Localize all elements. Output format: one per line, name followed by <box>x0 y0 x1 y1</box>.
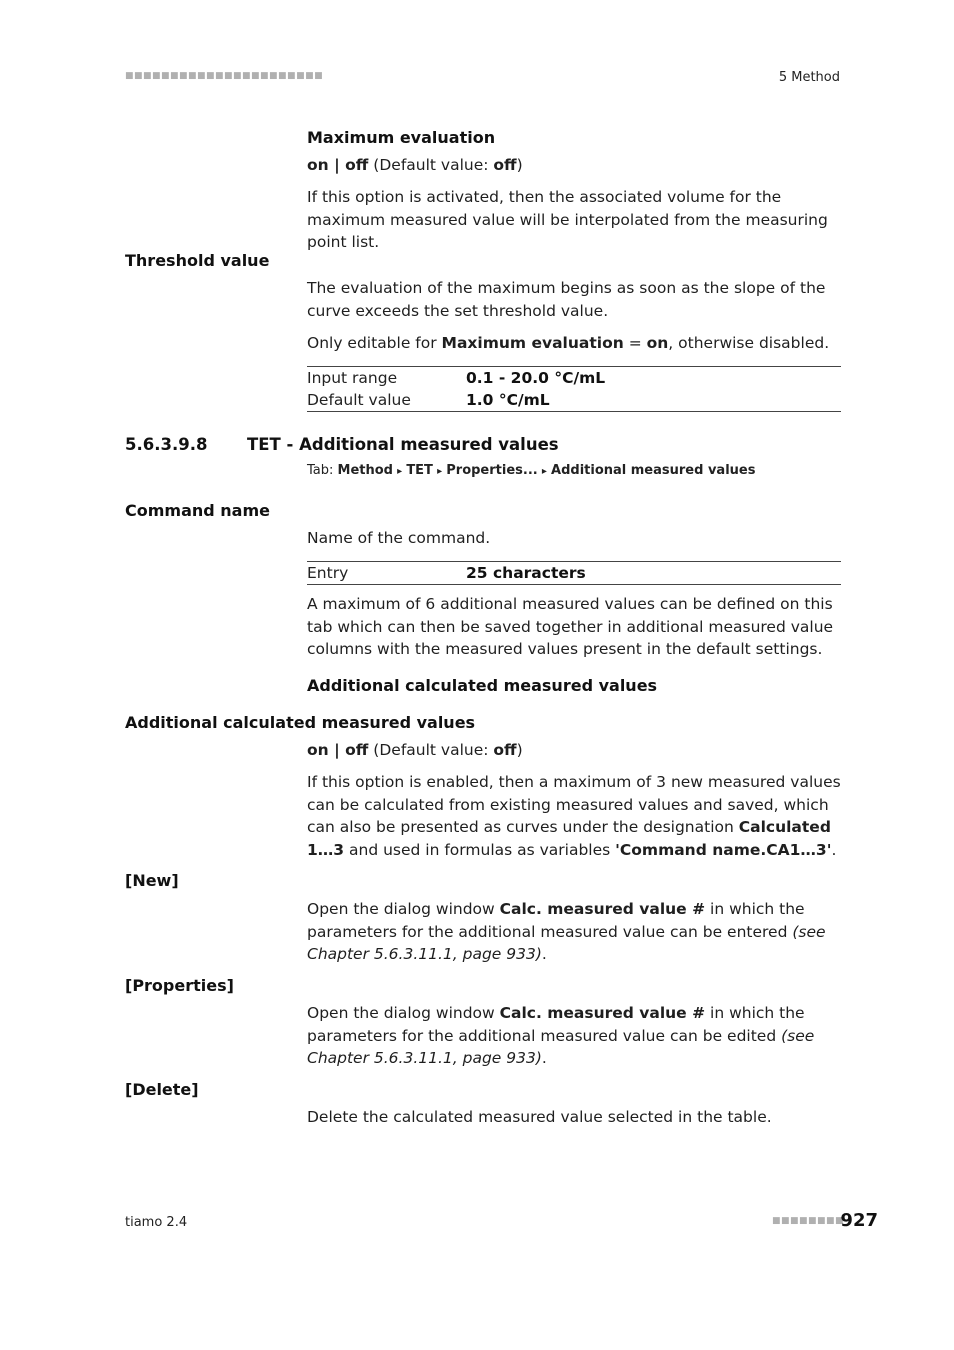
table-key: Entry <box>307 564 349 582</box>
add-calc-options: on | off (Default value: off) <box>307 741 523 759</box>
threshold-editable-note: Only editable for Maximum evaluation = on, otherwise disabled. <box>307 334 830 352</box>
new-button-description: Open the dialog window Calc. measured value # in which the parameters for the additional measured value can be entered (see Chapter 5.6.3.11.1, page 933). <box>307 900 826 963</box>
breadcrumb-item: Properties... <box>446 463 538 478</box>
tab-label: Tab: <box>307 463 338 478</box>
table-key: Default value <box>307 391 411 409</box>
footer-product: tiamo 2.4 <box>125 1215 188 1230</box>
table-key: Input range <box>307 369 398 387</box>
threshold-description: The evaluation of the maximum begins as soon as the slope of the curve exceeds the set threshold value. <box>307 279 826 320</box>
command-name-note: A maximum of 6 additional measured values can be defined on this tab which can then be saved together in additional measured value columns with the measured values present in the default settings. <box>307 595 834 658</box>
breadcrumb-item: Additional measured values <box>551 463 756 478</box>
breadcrumb-arrow-icon: ▸ <box>437 466 443 477</box>
footer-decoration: ■■■■■■■■ <box>772 1216 845 1226</box>
command-name-table <box>307 561 841 585</box>
table-value: 1.0 °C/mL <box>466 391 550 409</box>
table-value: 0.1 - 20.0 °C/mL <box>466 369 606 387</box>
table-value: 25 characters <box>466 564 586 582</box>
delete-button-description: Delete the calculated measured value selected in the table. <box>307 1108 772 1126</box>
additional-calc-subheading: Additional calculated measured values <box>307 676 658 695</box>
max-eval-heading: Maximum evaluation <box>307 128 496 147</box>
command-name-heading: Command name <box>125 501 270 520</box>
max-eval-options: on | off (Default value: off) <box>307 156 523 174</box>
properties-button-description: Open the dialog window Calc. measured value # in which the parameters for the additional measured value can be edited (see Chapter 5.6.3.11.1, page 933). <box>307 1004 815 1067</box>
table-row <box>307 562 841 584</box>
breadcrumb-item: TET <box>406 463 433 478</box>
properties-button-label: [Properties] <box>125 976 234 995</box>
table-row <box>307 367 841 389</box>
add-calc-description: If this option is enabled, then a maximum of 3 new measured values can be calculated from existing measured values and saved, which can also be presented as curves under the designation Calculated 1…3 and used in formulas as variables 'Command name.CA1…3'. <box>307 773 841 859</box>
breadcrumb-arrow-icon: ▸ <box>397 466 403 477</box>
delete-button-label: [Delete] <box>125 1080 199 1099</box>
breadcrumb-arrow-icon: ▸ <box>541 466 547 477</box>
new-button-label: [New] <box>125 871 179 890</box>
header-decoration: ■■■■■■■■■■■■■■■■■■■■■■ <box>125 71 324 81</box>
page-number: 927 <box>840 1210 878 1231</box>
section-title: TET - Additional measured values <box>247 435 559 454</box>
threshold-heading: Threshold value <box>125 251 270 270</box>
table-row <box>307 389 841 411</box>
section-number: 5.6.3.9.8 <box>125 435 208 454</box>
chapter-reference-link[interactable]: (see Chapter 5.6.3.11.1, page 933) <box>307 1026 815 1067</box>
breadcrumb-item: Method <box>337 463 393 478</box>
tab-breadcrumb <box>307 463 755 478</box>
max-eval-description: If this option is activated, then the associated volume for the maximum measured value will be interpolated from the measuring point list. <box>307 188 828 251</box>
add-calc-heading: Additional calculated measured values <box>125 713 476 732</box>
chapter-reference-link[interactable]: (see Chapter 5.6.3.11.1, page 933) <box>307 922 826 963</box>
threshold-table <box>307 366 841 412</box>
running-header-chapter: 5 Method <box>778 70 840 85</box>
command-name-description: Name of the command. <box>307 529 491 547</box>
